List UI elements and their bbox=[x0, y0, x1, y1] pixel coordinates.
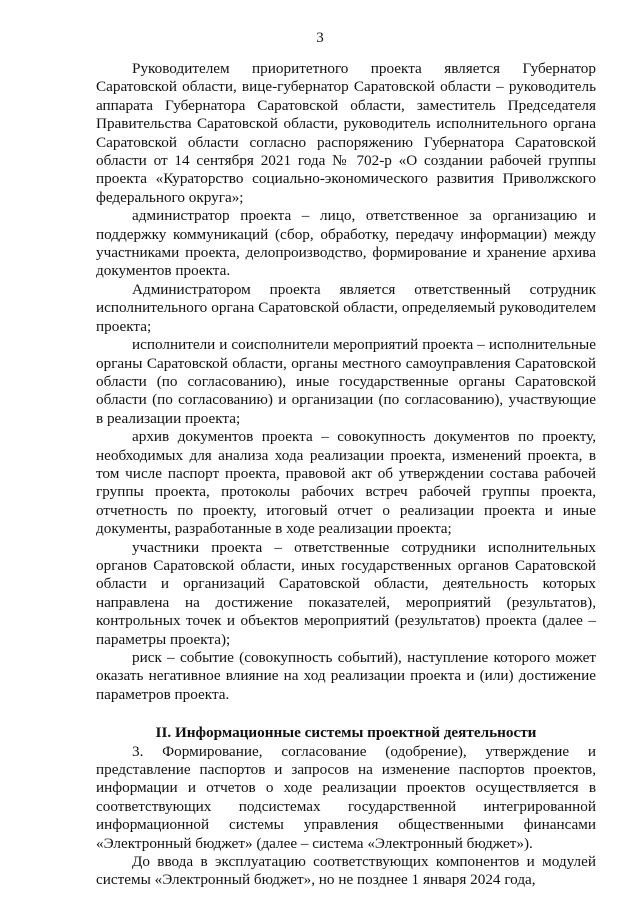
document-body bbox=[96, 60, 596, 890]
paragraph-item-3: 3. Формирование, согласование (одобрение), утверждение и представление паспортов и запросов на изменение паспортов проектов, информации и отчетов о ходе реализации проектов осуществляется в соответствующих подсистемах государственной интегрированной информационной системы управления общественными финансами «Электронный бюджет» (далее – система «Электронный бюджет»). bbox=[96, 742, 596, 852]
page-number: 3 bbox=[316, 30, 324, 46]
paragraph-administrator-appointment: Администратором проекта является ответственный сотрудник исполнительного органа Саратовской области, определяемый руководителем проекта; bbox=[96, 280, 596, 335]
paragraph-project-participants: участники проекта – ответственные сотрудники исполнительных органов Саратовской области, иных государственных органов Саратовской области и организаций Саратовской области, деятельность которых направлена на достижение показателей, мероприятий (результатов), контрольных точек и объектов мероприятий (результатов) проекта (далее – параметры проекта); bbox=[96, 538, 596, 648]
section-heading: II. Информационные системы проектной деятельности bbox=[155, 724, 537, 742]
paragraph-project-archive: архив документов проекта – совокупность документов по проекту, необходимых для анализа хода реализации проекта, изменений проекта, в том числе паспорт проекта, правовой акт об утверждении состава рабочей группы проекта, протоколы рабочих встреч рабочей группы проекта, отчетность по проекту, итоговый отчет о реализации проекта и иные документы, разработанные в ходе реализации проекта; bbox=[96, 428, 596, 538]
paragraph-executors: исполнители и соисполнители мероприятий проекта – исполнительные органы Саратовской области, органы местного самоуправления Саратовской области (по согласованию), иные государственные органы Саратовской области (по согласованию) и организации (по согласованию), участвующие в реализации проекта; bbox=[96, 336, 596, 427]
paragraph-project-leader: Руководителем приоритетного проекта является Губернатор Саратовской области, вице-губернатор Саратовской области – руководитель аппарата Губернатора Саратовской области, заместитель Председателя Правительства Саратовской области, руководитель исполнительного органа Саратовской области согласно распоряжению Губернатора Саратовской области от 14 сентября 2021 года № 702-р «О создании рабочей группы проекта «Кураторство социально-экономического развития Приволжского федерального округа»; bbox=[96, 60, 596, 206]
paragraph-project-administrator: администратор проекта – лицо, ответственное за организацию и поддержку коммуникаций (сбор, обработку, передачу информации) между участниками проекта, делопроизводство, формирование и хранение архива документов проекта. bbox=[96, 207, 596, 280]
paragraph-electronic-budget: До ввода в эксплуатацию соответствующих компонентов и модулей системы «Электронный бюджет», но не позднее 1 января 2024 года, bbox=[96, 853, 596, 889]
paragraph-risk: риск – событие (совокупность событий), наступление которого может оказать негативное влияние на ход реализации проекта и (или) достижение параметров проекта. bbox=[96, 649, 596, 703]
